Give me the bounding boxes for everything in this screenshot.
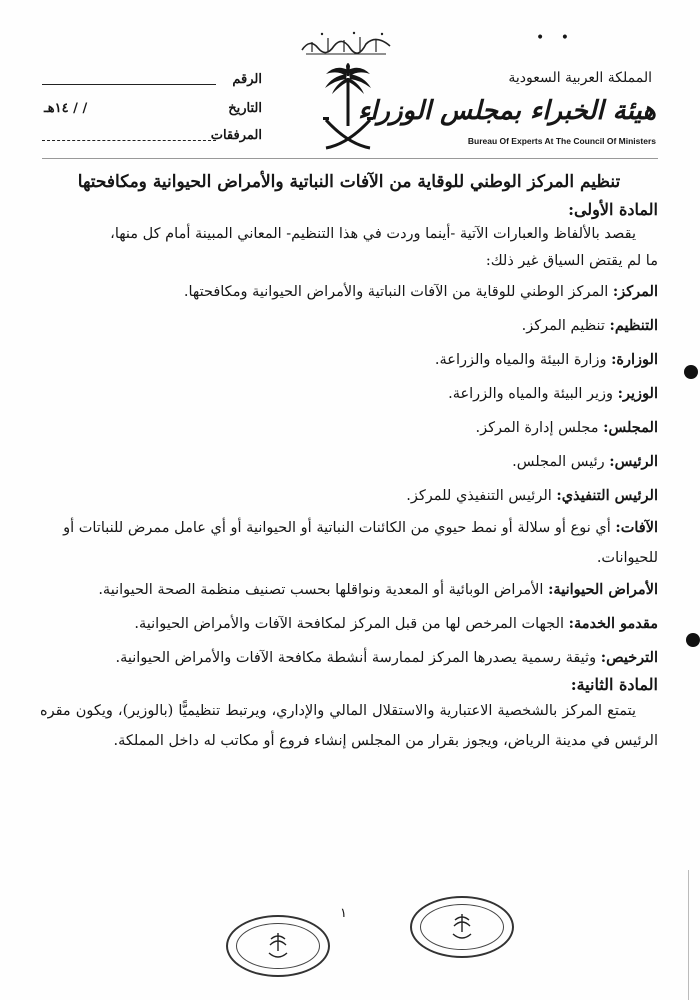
definition-text: أي نوع أو سلالة أو نمط حيوي من الكائنات النباتية أو الحيوانية أو أي عامل ممرض للنباتات أو للحيوانات. [63, 520, 658, 566]
punch-hole-mark [686, 633, 700, 647]
definition-term: الترخيص: [600, 649, 658, 666]
official-stamp-right [410, 896, 514, 958]
definition-item [40, 573, 658, 607]
org-name-english: Bureau Of Experts At The Council Of Ministers [467, 136, 656, 146]
definition-term: التنظيم: [609, 317, 658, 334]
definition-item [40, 275, 658, 309]
attachments-field [42, 128, 262, 146]
org-subtitle-arabic: هيئة الخبراء بمجلس الوزراء [357, 96, 656, 126]
reference-line [42, 84, 216, 85]
definition-item [40, 411, 658, 445]
date-field [42, 101, 262, 119]
definition-item [40, 377, 658, 411]
org-name-arabic: المملكة العربية السعودية [508, 70, 652, 86]
official-stamp-left [226, 915, 330, 977]
page-number: ١ [340, 906, 347, 921]
corner-dots: • • [536, 30, 575, 46]
attachments-line [42, 140, 216, 141]
date-label: التاريخ [228, 101, 262, 116]
definition-term: المجلس: [603, 419, 658, 436]
definition-term: الوزير: [617, 385, 658, 402]
stamp-emblem-icon [450, 912, 474, 942]
definition-item [40, 343, 658, 377]
article-1-intro-line-1: يقصد بالألفاظ والعبارات الآتية -أينما وردت في هذا التنظيم- المعاني المبينة أمام كل منها، [110, 226, 636, 242]
definition-item [40, 479, 658, 513]
date-value: / / ١٤هـ [44, 101, 88, 116]
definition-term: مقدمو الخدمة: [568, 615, 658, 632]
reference-number-field [42, 72, 262, 90]
definition-item [40, 445, 658, 479]
definition-text: الأمراض الوبائية أو المعدية ونواقلها بحسب تصنيف منظمة الصحة الحيوانية. [98, 582, 544, 598]
definition-text: المركز الوطني للوقاية من الآفات النباتية والأمراض الحيوانية ومكافحتها. [183, 284, 609, 300]
scan-edge-line [688, 870, 689, 1000]
definition-text: وزارة البيئة والمياه والزراعة. [434, 352, 607, 368]
reference-label: الرقم [232, 72, 262, 87]
header-divider [42, 158, 658, 159]
definition-text: الجهات المرخص لها من قبل المركز لمكافحة الآفات والأمراض الحيوانية. [134, 616, 565, 632]
article-2-text: يتمتع المركز بالشخصية الاعتبارية والاستقلال المالي والإداري، ويرتبط تنظيميًّا (بالوزير)، ويكون مقره الرئيس في مدينة الرياض، ويجوز بقرار من المجلس إنشاء فروع أو مكاتب له داخل المملكة. [40, 703, 658, 749]
article-2-heading: المادة الثانية: [570, 675, 658, 694]
definition-term: الرئيس التنفيذي: [556, 487, 658, 504]
definition-text: الرئيس التنفيذي للمركز. [406, 488, 552, 504]
definition-text: وزير البيئة والمياه والزراعة. [448, 386, 614, 402]
document-title: تنظيم المركز الوطني للوقاية من الآفات النباتية والأمراض الحيوانية ومكافحتها [77, 172, 621, 192]
attachments-label: المرفقات [210, 128, 262, 143]
definition-term: الآفات: [615, 519, 658, 536]
definition-term: الرئيس: [609, 453, 658, 470]
punch-hole-mark [684, 365, 698, 379]
definition-term: المركز: [612, 283, 658, 300]
article-1-intro-line-2: ما لم يقتض السياق غير ذلك: [485, 253, 658, 269]
definition-item [40, 641, 658, 675]
article-1-heading: المادة الأولى: [568, 200, 658, 219]
definition-text: مجلس إدارة المركز. [475, 420, 599, 436]
definition-term: الوزارة: [611, 351, 658, 368]
stamp-emblem-icon [266, 931, 290, 961]
document-body [40, 172, 658, 756]
definition-term: الأمراض الحيوانية: [548, 581, 658, 598]
basmala-calligraphy [298, 28, 394, 60]
definition-item [40, 607, 658, 641]
definition-text: رئيس المجلس. [512, 454, 605, 470]
definition-text: وثيقة رسمية يصدرها المركز لممارسة أنشطة مكافحة الآفات والأمراض الحيوانية. [115, 650, 597, 666]
definition-item [40, 309, 658, 343]
definition-item [40, 513, 658, 573]
definition-text: تنظيم المركز. [521, 318, 605, 334]
